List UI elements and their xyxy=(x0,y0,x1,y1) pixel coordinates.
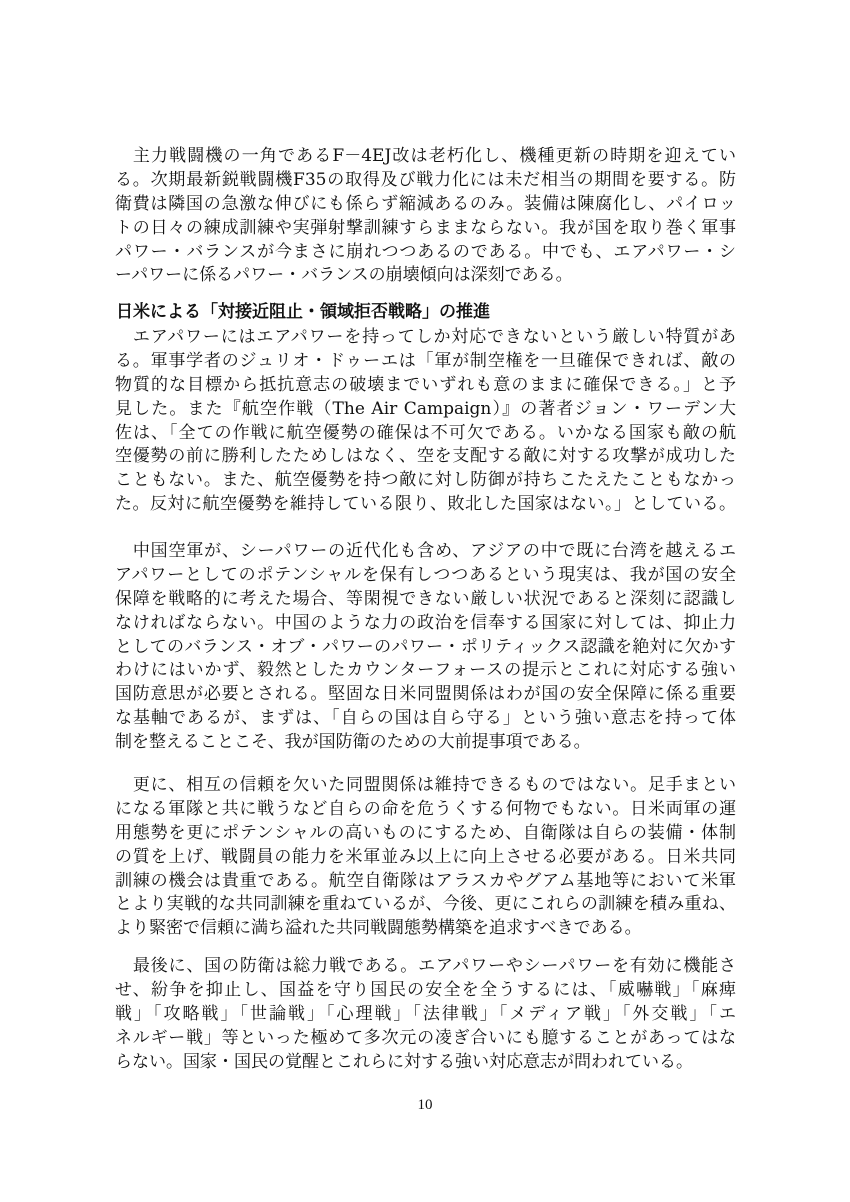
paragraph-line: アパワーとしてのポテンシャルを保有しつつあるという現実は、我が国の安全 xyxy=(115,564,736,585)
page-number: 10 xyxy=(417,1097,433,1113)
paragraph-line: 主力戦闘機の一角であるF－4EJ改は老朽化し、機種更新の時期を迎えてい xyxy=(132,146,736,166)
paragraph-line: こともない。また、航空優勢を持つ敵に対し防御が持ちこたえたこともなかっ xyxy=(115,470,736,491)
paragraph-line: せ、紛争を抑止し、国益を守り国民の安全を全うするには、「威嚇戦」「麻痺 xyxy=(115,979,736,1000)
paragraph-line: 戦」「攻略戦」「世論戦」「心理戦」「法律戦」「メディア戦」「外交戦」「エ xyxy=(115,1003,736,1024)
paragraph-line: 更に、相互の信頼を欠いた同盟関係は維持できるものではない。足手まとい xyxy=(132,775,736,795)
paragraph-line: トの日々の練成訓練や実弾射撃訓練すらままならない。我が国を取り巻く軍事 xyxy=(115,217,736,238)
paragraph-line: なければならない。中国のような力の政治を信奉する国家に対しては、抑止力 xyxy=(115,612,736,633)
paragraph-line: 訓練の機会は貴重である。航空自衛隊はアラスカやグアム基地等において米軍 xyxy=(115,870,736,891)
paragraph-line: としてのバランス・オブ・パワーのパワー・ポリティックス認識を絶対に欠かす xyxy=(115,636,736,657)
paragraph-line: 空優勢の前に勝利したためしはなく、空を支配する敵に対する攻撃が成功した xyxy=(115,446,736,467)
paragraph-line: た。反対に航空優勢を維持している限り、敗北した国家はない。」としている。 xyxy=(115,494,736,515)
paragraph-line: ーパワーに係るパワー・バランスの崩壊傾向は深刻である。 xyxy=(115,265,573,286)
paragraph-line: わけにはいかず、毅然としたカウンターフォースの提示とこれに対応する強い xyxy=(115,660,736,681)
paragraph-line: より緊密で信頼に満ち溢れた共同戦闘態勢構築を追求すべきである。 xyxy=(115,918,642,939)
paragraph-line: 中国空軍が、シーパワーの近代化も含め、アジアの中で既に台湾を越えるエ xyxy=(132,541,736,561)
body-paragraph xyxy=(115,326,736,517)
paragraph-line: 見した。また『航空作戦（The Air Campaign）』の著者ジョン・ワーデン大 xyxy=(115,398,736,419)
paragraph-line: 国防意思が必要とされる。堅固な日米同盟関係はわが国の安全保障に係る重要 xyxy=(115,684,736,705)
body-paragraph xyxy=(115,955,736,1074)
paragraph-line: な基軸であるが、まずは、「自らの国は自ら守る」という強い意志を持って体 xyxy=(115,708,736,729)
paragraph-line: の質を上げ、戦闘員の能力を米軍並み以上に向上させる必要がある。日米共同 xyxy=(115,846,736,867)
paragraph-line: 衛費は隣国の急激な伸びにも係らず縮減あるのみ。装備は陳腐化し、パイロッ xyxy=(115,193,736,214)
paragraph-line: 制を整えることこそ、我が国防衛のための大前提事項である。 xyxy=(115,732,591,753)
intro-paragraph xyxy=(115,145,736,288)
body-paragraph xyxy=(115,540,736,755)
paragraph-line: 佐は、「全ての作戦に航空優勢の確保は不可欠である。いかなる国家も敵の航 xyxy=(115,422,736,443)
paragraph-line: 用態勢を更にポテンシャルの高いものにするため、自衛隊は自らの装備・体制 xyxy=(115,822,736,843)
paragraph-line: る。次期最新鋭戦闘機F35の取得及び戦力化には未だ相当の期間を要する。防 xyxy=(115,169,736,190)
paragraph-line: エアパワーにはエアパワーを持ってしか対応できないという厳しい特質があ xyxy=(132,327,736,347)
paragraph-line: 保障を戦略的に考えた場合、等閑視できない厳しい状況であると深刻に認識し xyxy=(115,588,736,609)
paragraph-line: らない。国家・国民の覚醒とこれらに対する強い対応意志が問われている。 xyxy=(115,1051,693,1072)
paragraph-line: になる軍隊と共に戦うなど自らの命を危うくする何物でもない。日米両軍の運 xyxy=(115,798,736,819)
body-paragraph xyxy=(115,774,736,941)
paragraph-line: る。軍事学者のジュリオ・ドゥーエは「軍が制空権を一旦確保できれば、敵の xyxy=(115,350,736,371)
paragraph-line: とより実戦的な共同訓練を重ねているが、今後、更にこれらの訓練を積み重ね、 xyxy=(115,894,736,915)
paragraph-line: 最後に、国の防衛は総力戦である。エアパワーやシーパワーを有効に機能さ xyxy=(132,956,736,976)
paragraph-line: パワー・バランスが今まさに崩れつつあるのである。中でも、エアパワー・シ xyxy=(115,241,736,262)
paragraph-line: ネルギー戦」等といった極めて多次元の凌ぎ合いにも臆することがあってはな xyxy=(115,1027,736,1048)
section-heading: 日米による「対接近阻止・領域拒否戦略」の推進 xyxy=(116,302,490,322)
paragraph-line: 物質的な目標から抵抗意志の破壊までいずれも意のままに確保できる。」と予 xyxy=(115,374,736,395)
